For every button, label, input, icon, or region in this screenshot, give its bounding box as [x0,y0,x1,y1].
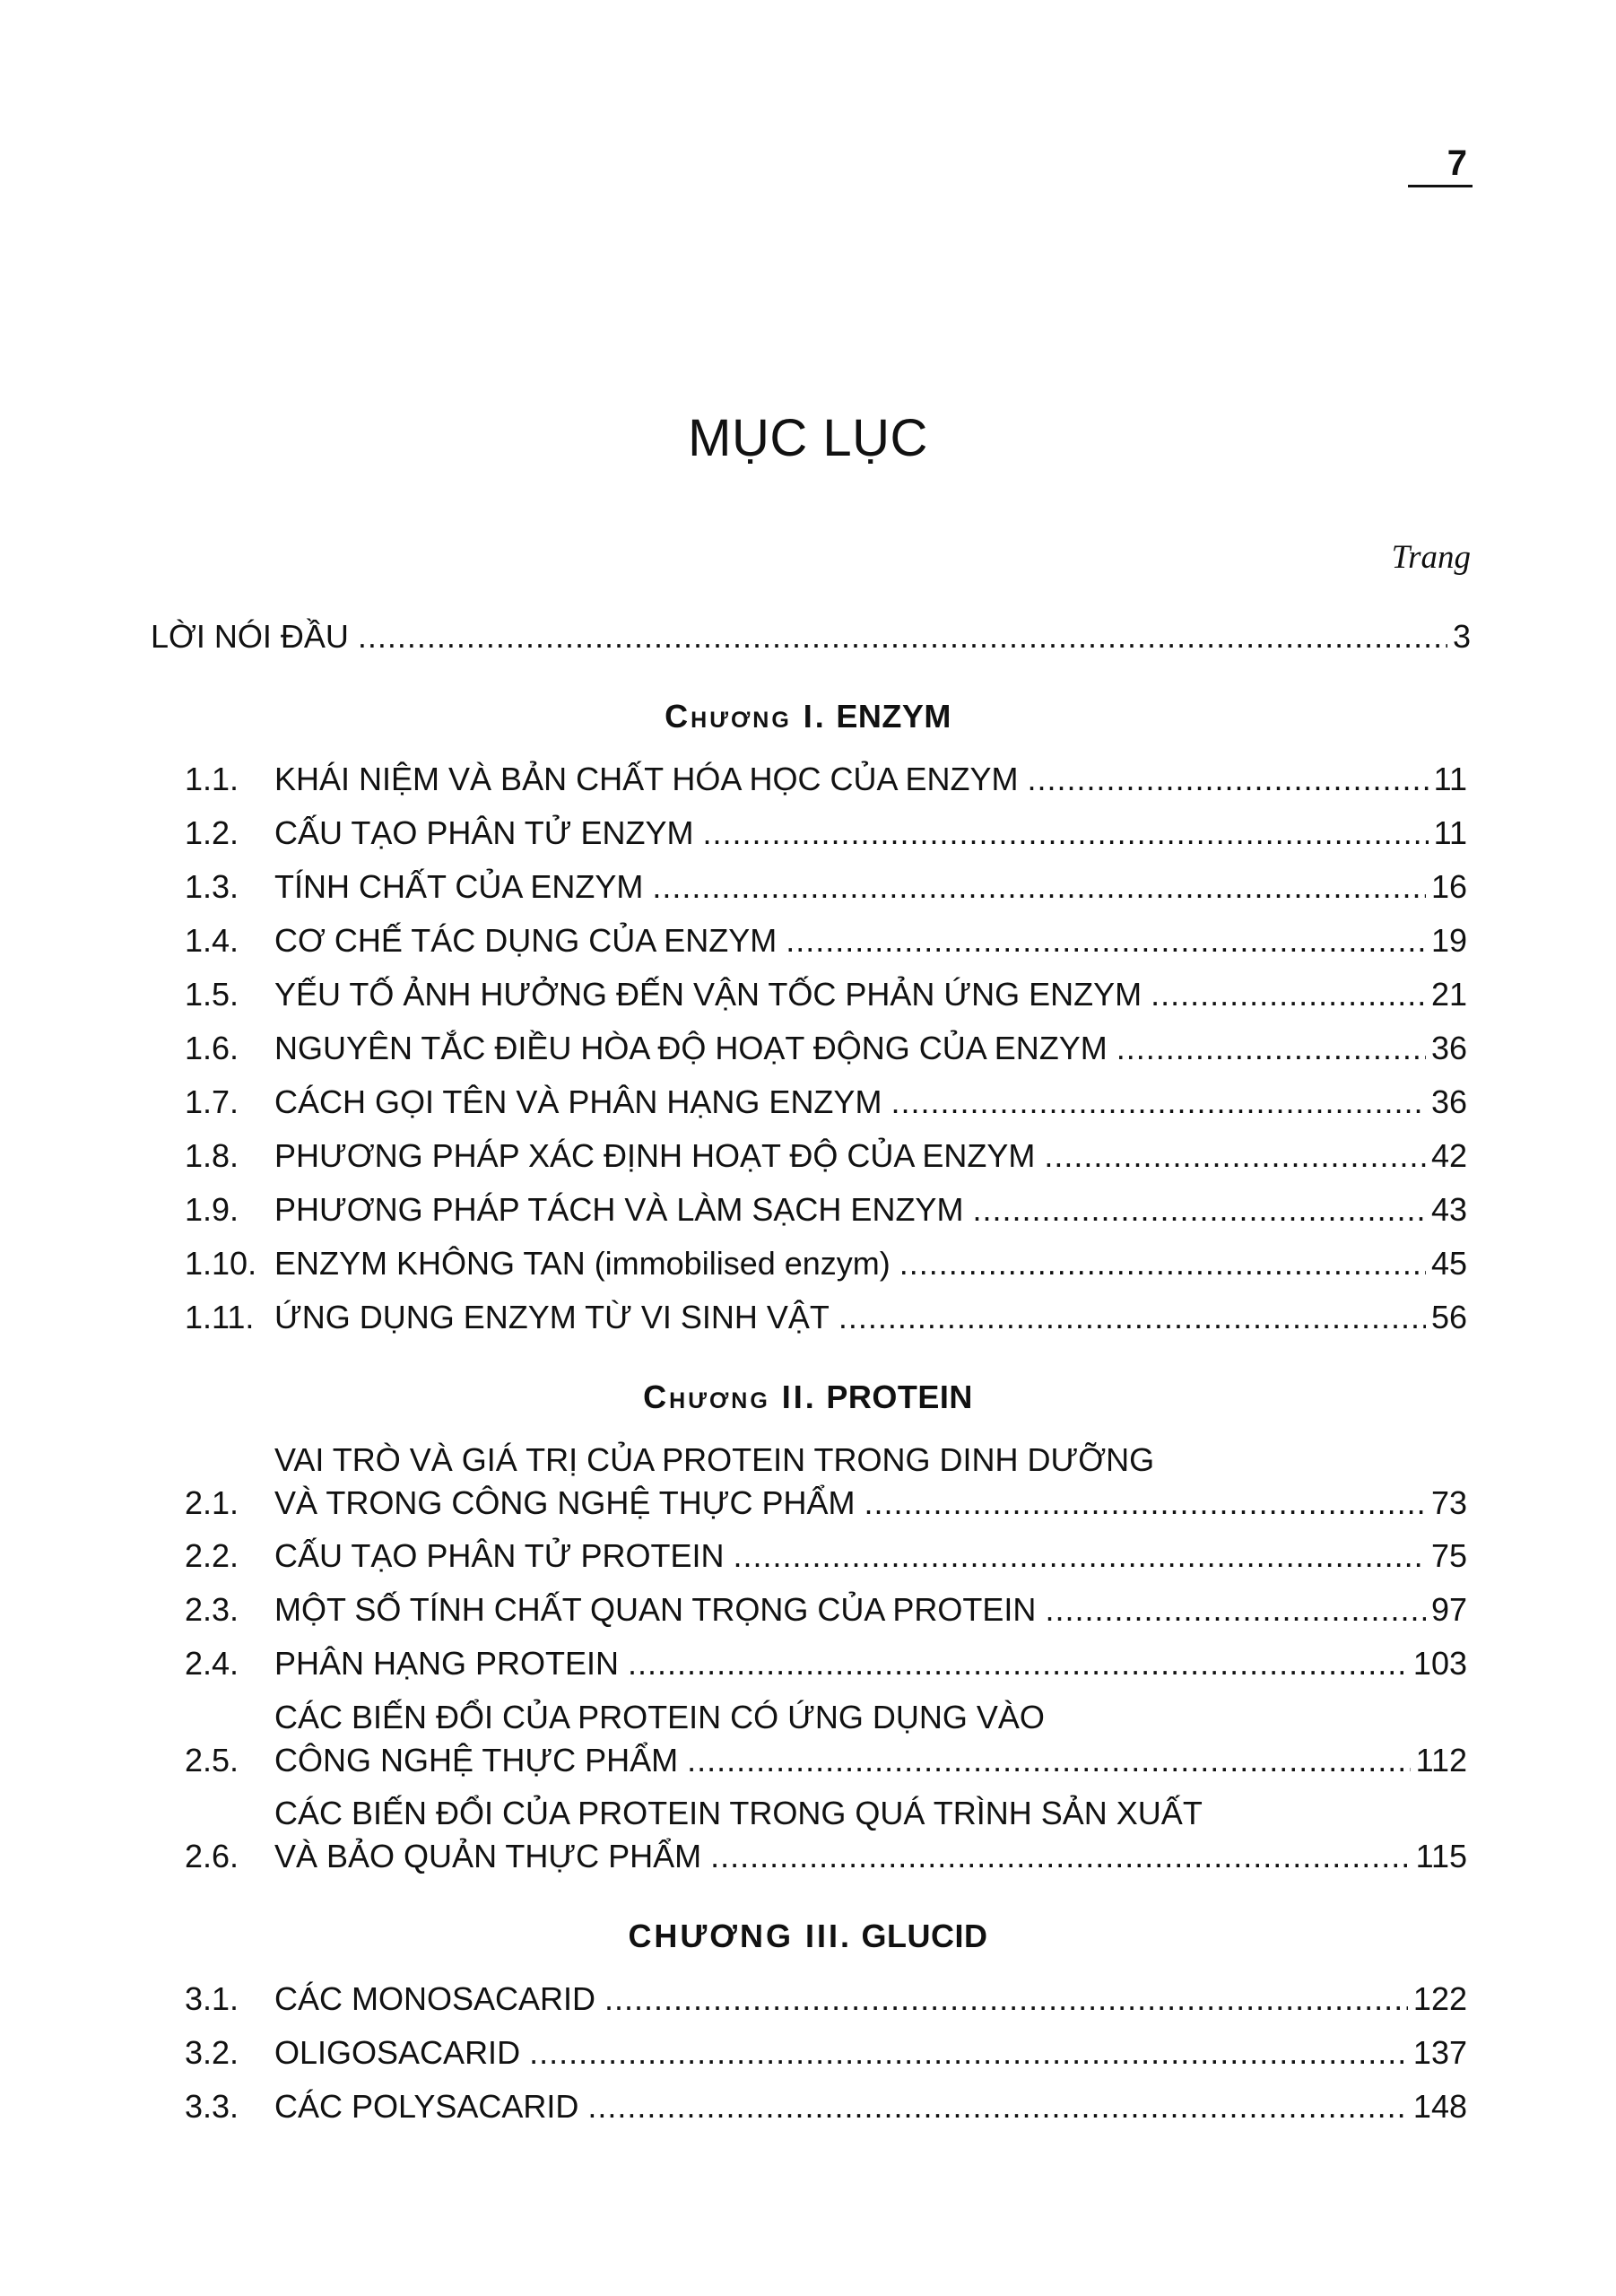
toc-entry-text: OLIGOSACARID [274,2034,521,2071]
chapter-name: PROTEIN [826,1378,973,1415]
toc-entry-number: 1.5. [185,976,239,1013]
toc-entry-text: ENZYM KHÔNG TAN (immobilised enzym) [274,1245,891,1282]
dot-leader [972,1190,1426,1230]
dot-leader [358,617,1447,657]
dot-leader [587,2087,1408,2126]
toc-entry-text-line1: VAI TRÒ VÀ GIÁ TRỊ CỦA PROTEIN TRONG DINH DƯỠNG [274,1441,1155,1478]
toc-entry-number: 2.6. [185,1838,239,1874]
toc-entry-text: VÀ BẢO QUẢN THỰC PHẨM [274,1838,702,1874]
toc-entry-text: ỨNG DỤNG ENZYM TỪ VI SINH VẬT [274,1299,830,1335]
toc-entry-text: CÔNG NGHỆ THỰC PHẨM [274,1742,679,1779]
toc-entry-number: 2.4. [185,1645,239,1682]
toc-entry-page: 122 [1412,1980,1467,2017]
dot-leader [652,867,1426,907]
toc-entry-number: 1.6. [185,1030,239,1066]
toc-entry[interactable] [185,813,1467,853]
dot-leader [1044,1136,1426,1176]
toc-entry[interactable] [185,1083,1467,1122]
toc-entry[interactable] [185,921,1467,961]
toc-entry-number: 1.9. [185,1191,239,1228]
page-number: 7 [1408,144,1473,187]
toc-entry[interactable] [185,1244,1467,1283]
toc-entry-text: CÁC MONOSACARID [274,1980,596,2017]
toc-entry-number: 3.1. [185,1980,239,2017]
chapter-name: ENZYM [836,698,951,735]
toc-entry-number: 2.3. [185,1591,239,1628]
toc-entry-number: 3.2. [185,2034,239,2071]
toc-entry[interactable] [185,2033,1467,2073]
toc-entry[interactable] [185,867,1467,907]
chapter-prefix: Chương II. [643,1378,817,1415]
toc-entry-text: LỜI NÓI ĐẦU [151,618,349,655]
toc-entry[interactable] [185,1190,1467,1230]
toc-entry-page: 43 [1430,1191,1467,1228]
toc-entry-text: VÀ TRONG CÔNG NGHỆ THỰC PHẨM [274,1484,856,1521]
toc-entry-page: 21 [1430,976,1467,1013]
toc-entry-number: 2.1. [185,1484,239,1521]
toc-entry-text: PHƯƠNG PHÁP TÁCH VÀ LÀM SẠCH ENZYM [274,1191,964,1228]
toc-entry[interactable] [185,1698,1467,1780]
dot-leader [687,1741,1410,1780]
toc-entry-page: 45 [1430,1245,1467,1282]
dot-leader [838,1298,1426,1337]
toc-entry-number: 1.2. [185,814,239,851]
toc-entry[interactable] [185,1136,1467,1176]
toc-entry-page: 36 [1430,1030,1467,1066]
toc-entry-text: YẾU TỐ ẢNH HƯỞNG ĐẾN VẬN TỐC PHẢN ỨNG ENZYM [274,976,1142,1013]
chapter-prefix: Chương I. [665,698,827,735]
chapter-prefix: CHƯƠNG III. [628,1918,853,1954]
toc-entry-page: 11 [1433,814,1467,851]
toc-entry-text: KHÁI NIỆM VÀ BẢN CHẤT HÓA HỌC CỦA ENZYM [274,761,1019,797]
toc-entry-text: MỘT SỐ TÍNH CHẤT QUAN TRỌNG CỦA PROTEIN [274,1591,1037,1628]
dot-leader [710,1837,1410,1876]
toc-entry-number: 1.11. [185,1299,255,1335]
dot-leader [1027,760,1428,799]
toc-entry[interactable] [185,1979,1467,2019]
toc-entry[interactable] [185,1440,1467,1523]
toc-entry-text: PHƯƠNG PHÁP XÁC ĐỊNH HOẠT ĐỘ CỦA ENZYM [274,1137,1036,1174]
dot-leader [734,1536,1426,1576]
toc-entry-page: 16 [1430,868,1467,905]
dot-leader [864,1483,1425,1523]
toc-entry-page: 3 [1452,618,1471,655]
dot-leader [1116,1029,1426,1068]
toc-entry-page: 73 [1430,1484,1467,1521]
toc-entry-number: 2.5. [185,1742,239,1779]
dot-leader [1151,975,1426,1014]
toc-entry[interactable] [185,1298,1467,1337]
toc-entry-page: 42 [1430,1137,1467,1174]
toc-entry[interactable] [185,2087,1467,2126]
toc-entry-text: NGUYÊN TẮC ĐIỀU HÒA ĐỘ HOẠT ĐỘNG CỦA ENZYM [274,1030,1108,1066]
dot-leader [786,921,1426,961]
page-title: MỤC LỤC [688,409,928,467]
toc-entry-text: CẤU TẠO PHÂN TỬ ENZYM [274,814,694,851]
toc-entry-page: 115 [1415,1838,1467,1874]
chapter-heading [0,1918,1616,1955]
toc-entry-text-line1: CÁC BIẾN ĐỔI CỦA PROTEIN CÓ ỨNG DỤNG VÀO [274,1699,1045,1735]
dot-leader [604,1979,1408,2019]
toc-entry-number: 1.4. [185,922,239,959]
toc-entry-page: 75 [1430,1537,1467,1574]
dot-leader [628,1644,1408,1683]
toc-entry[interactable] [185,1590,1467,1630]
toc-entry-text: PHÂN HẠNG PROTEIN [274,1645,620,1682]
toc-entry-text: CÁC POLYSACARID [274,2088,579,2125]
toc-entry-text: CÁCH GỌI TÊN VÀ PHÂN HẠNG ENZYM [274,1083,882,1120]
toc-entry-page: 103 [1412,1645,1467,1682]
toc-entry-number: 2.2. [185,1537,239,1574]
toc-entry-number: 1.10. [185,1245,257,1282]
toc-entry-text: CẤU TẠO PHÂN TỬ PROTEIN [274,1537,725,1574]
toc-entry-page: 11 [1433,761,1467,797]
chapter-name: GLUCID [861,1918,988,1954]
dot-leader [1045,1590,1426,1630]
dot-leader [899,1244,1426,1283]
toc-entry-preface[interactable] [151,617,1471,657]
toc-entry[interactable] [185,1029,1467,1068]
toc-entry-page: 97 [1430,1591,1467,1628]
toc-entry-number: 3.3. [185,2088,239,2125]
toc-entry-page: 36 [1430,1083,1467,1120]
toc-entry-number: 1.1. [185,761,239,797]
toc-entry[interactable] [185,975,1467,1014]
chapter-heading [0,698,1616,735]
toc-entry-number: 1.8. [185,1137,239,1174]
toc-entry-page: 148 [1412,2088,1467,2125]
toc-entry-text: CƠ CHẾ TÁC DỤNG CỦA ENZYM [274,922,778,959]
chapter-heading [0,1378,1616,1416]
toc-entry-number: 1.3. [185,868,239,905]
toc-entry-page: 112 [1415,1742,1467,1779]
toc-entry-text-line1: CÁC BIẾN ĐỔI CỦA PROTEIN TRONG QUÁ TRÌNH SẢN XUẤT [274,1795,1203,1831]
toc-entry[interactable] [185,1794,1467,1876]
toc-entry-page: 19 [1430,922,1467,959]
page-column-label: Trang [1391,539,1471,576]
toc-entry[interactable] [185,760,1467,799]
toc-entry-page: 56 [1430,1299,1467,1335]
toc-entry-number: 1.7. [185,1083,239,1120]
dot-leader [529,2033,1408,2073]
toc-entry[interactable] [185,1644,1467,1683]
toc-entry-text: TÍNH CHẤT CỦA ENZYM [274,868,644,905]
toc-entry[interactable] [185,1536,1467,1576]
dot-leader [702,813,1428,853]
toc-entry-page: 137 [1412,2034,1467,2071]
dot-leader [891,1083,1426,1122]
